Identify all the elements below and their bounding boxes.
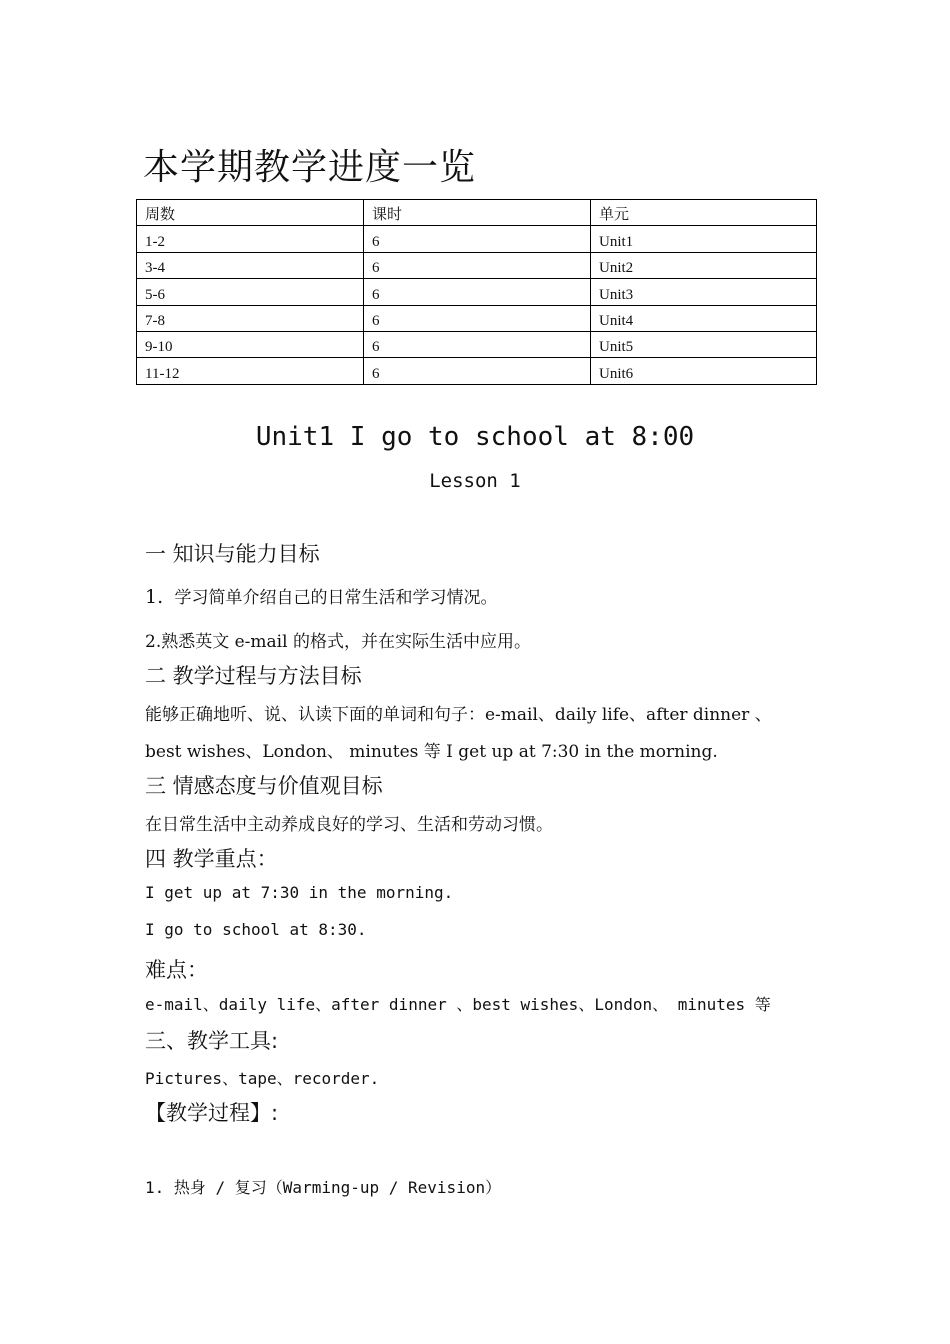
page-title: 本学期教学进度一览 (143, 147, 477, 188)
table-row (137, 358, 817, 384)
cell-unit: Unit5 (591, 331, 817, 357)
lesson-label: Lesson 1 (429, 470, 521, 492)
cell-periods: 6 (364, 358, 591, 384)
key-point-1: I get up at 7:30 in the morning. (145, 883, 454, 902)
cell-weeks: 3-4 (137, 252, 364, 278)
cell-unit: Unit1 (591, 226, 817, 252)
cell-periods: 6 (364, 252, 591, 278)
tools-heading: 三、教学工具: (145, 1029, 279, 1053)
cell-periods: 6 (364, 305, 591, 331)
table-row (137, 226, 817, 252)
cell-unit: Unit4 (591, 305, 817, 331)
table-header-row (137, 200, 817, 226)
cell-weeks: 11-12 (137, 358, 364, 384)
cell-weeks: 9-10 (137, 331, 364, 357)
section-knowledge-heading: 一 知识与能力目标 (145, 542, 320, 566)
cell-unit: Unit3 (591, 279, 817, 305)
cell-periods: 6 (364, 226, 591, 252)
knowledge-item-1 (145, 583, 498, 608)
cell-unit: Unit2 (591, 252, 817, 278)
section-process-heading: 二 教学过程与方法目标 (145, 664, 362, 688)
cell-weeks: 7-8 (137, 305, 364, 331)
key-point-2: I go to school at 8:30. (145, 920, 367, 939)
unit-title: Unit1 I go to school at 8:00 (255, 422, 695, 452)
table-row (137, 305, 817, 331)
cell-periods: 6 (364, 331, 591, 357)
process-step-1: 1. 热身 / 复习（Warming-up / Revision） (145, 1178, 502, 1197)
header-unit: 单元 (591, 200, 817, 226)
header-weeks: 周数 (137, 200, 364, 226)
process-steps-heading: 【教学过程】: (145, 1101, 279, 1125)
cell-weeks: 1-2 (137, 226, 364, 252)
item-number: 1. (145, 586, 164, 608)
difficulty-line-1: e-mail、daily life、after dinner 、best wishes、London、 minutes 等 (145, 995, 771, 1014)
cell-weeks: 5-6 (137, 279, 364, 305)
cell-periods: 6 (364, 279, 591, 305)
knowledge-item-2: 2.熟悉英文 e-mail 的格式，并在实际生活中应用。 (145, 632, 531, 652)
table-row (137, 252, 817, 278)
schedule-table (136, 199, 817, 385)
item-text: 学习简单介绍自己的日常生活和学习情况。 (174, 588, 498, 608)
difficulty-heading: 难点： (145, 958, 208, 982)
attitude-line-1: 在日常生活中主动养成良好的学习、生活和劳动习惯。 (145, 815, 553, 835)
header-periods: 课时 (364, 200, 591, 226)
table-row (137, 331, 817, 357)
cell-unit: Unit6 (591, 358, 817, 384)
section-key-points-heading: 四 教学重点： (145, 847, 278, 871)
process-line-1: 能够正确地听、说、认读下面的单词和句子：e-mail、daily life、after dinner 、 (145, 705, 772, 725)
tools-line-1: Pictures、tape、recorder. (145, 1069, 380, 1088)
process-line-2: best wishes、London、 minutes 等 I get up at 7:30 in the morning. (145, 742, 718, 762)
table-row (137, 279, 817, 305)
section-attitude-heading: 三 情感态度与价值观目标 (145, 774, 383, 798)
